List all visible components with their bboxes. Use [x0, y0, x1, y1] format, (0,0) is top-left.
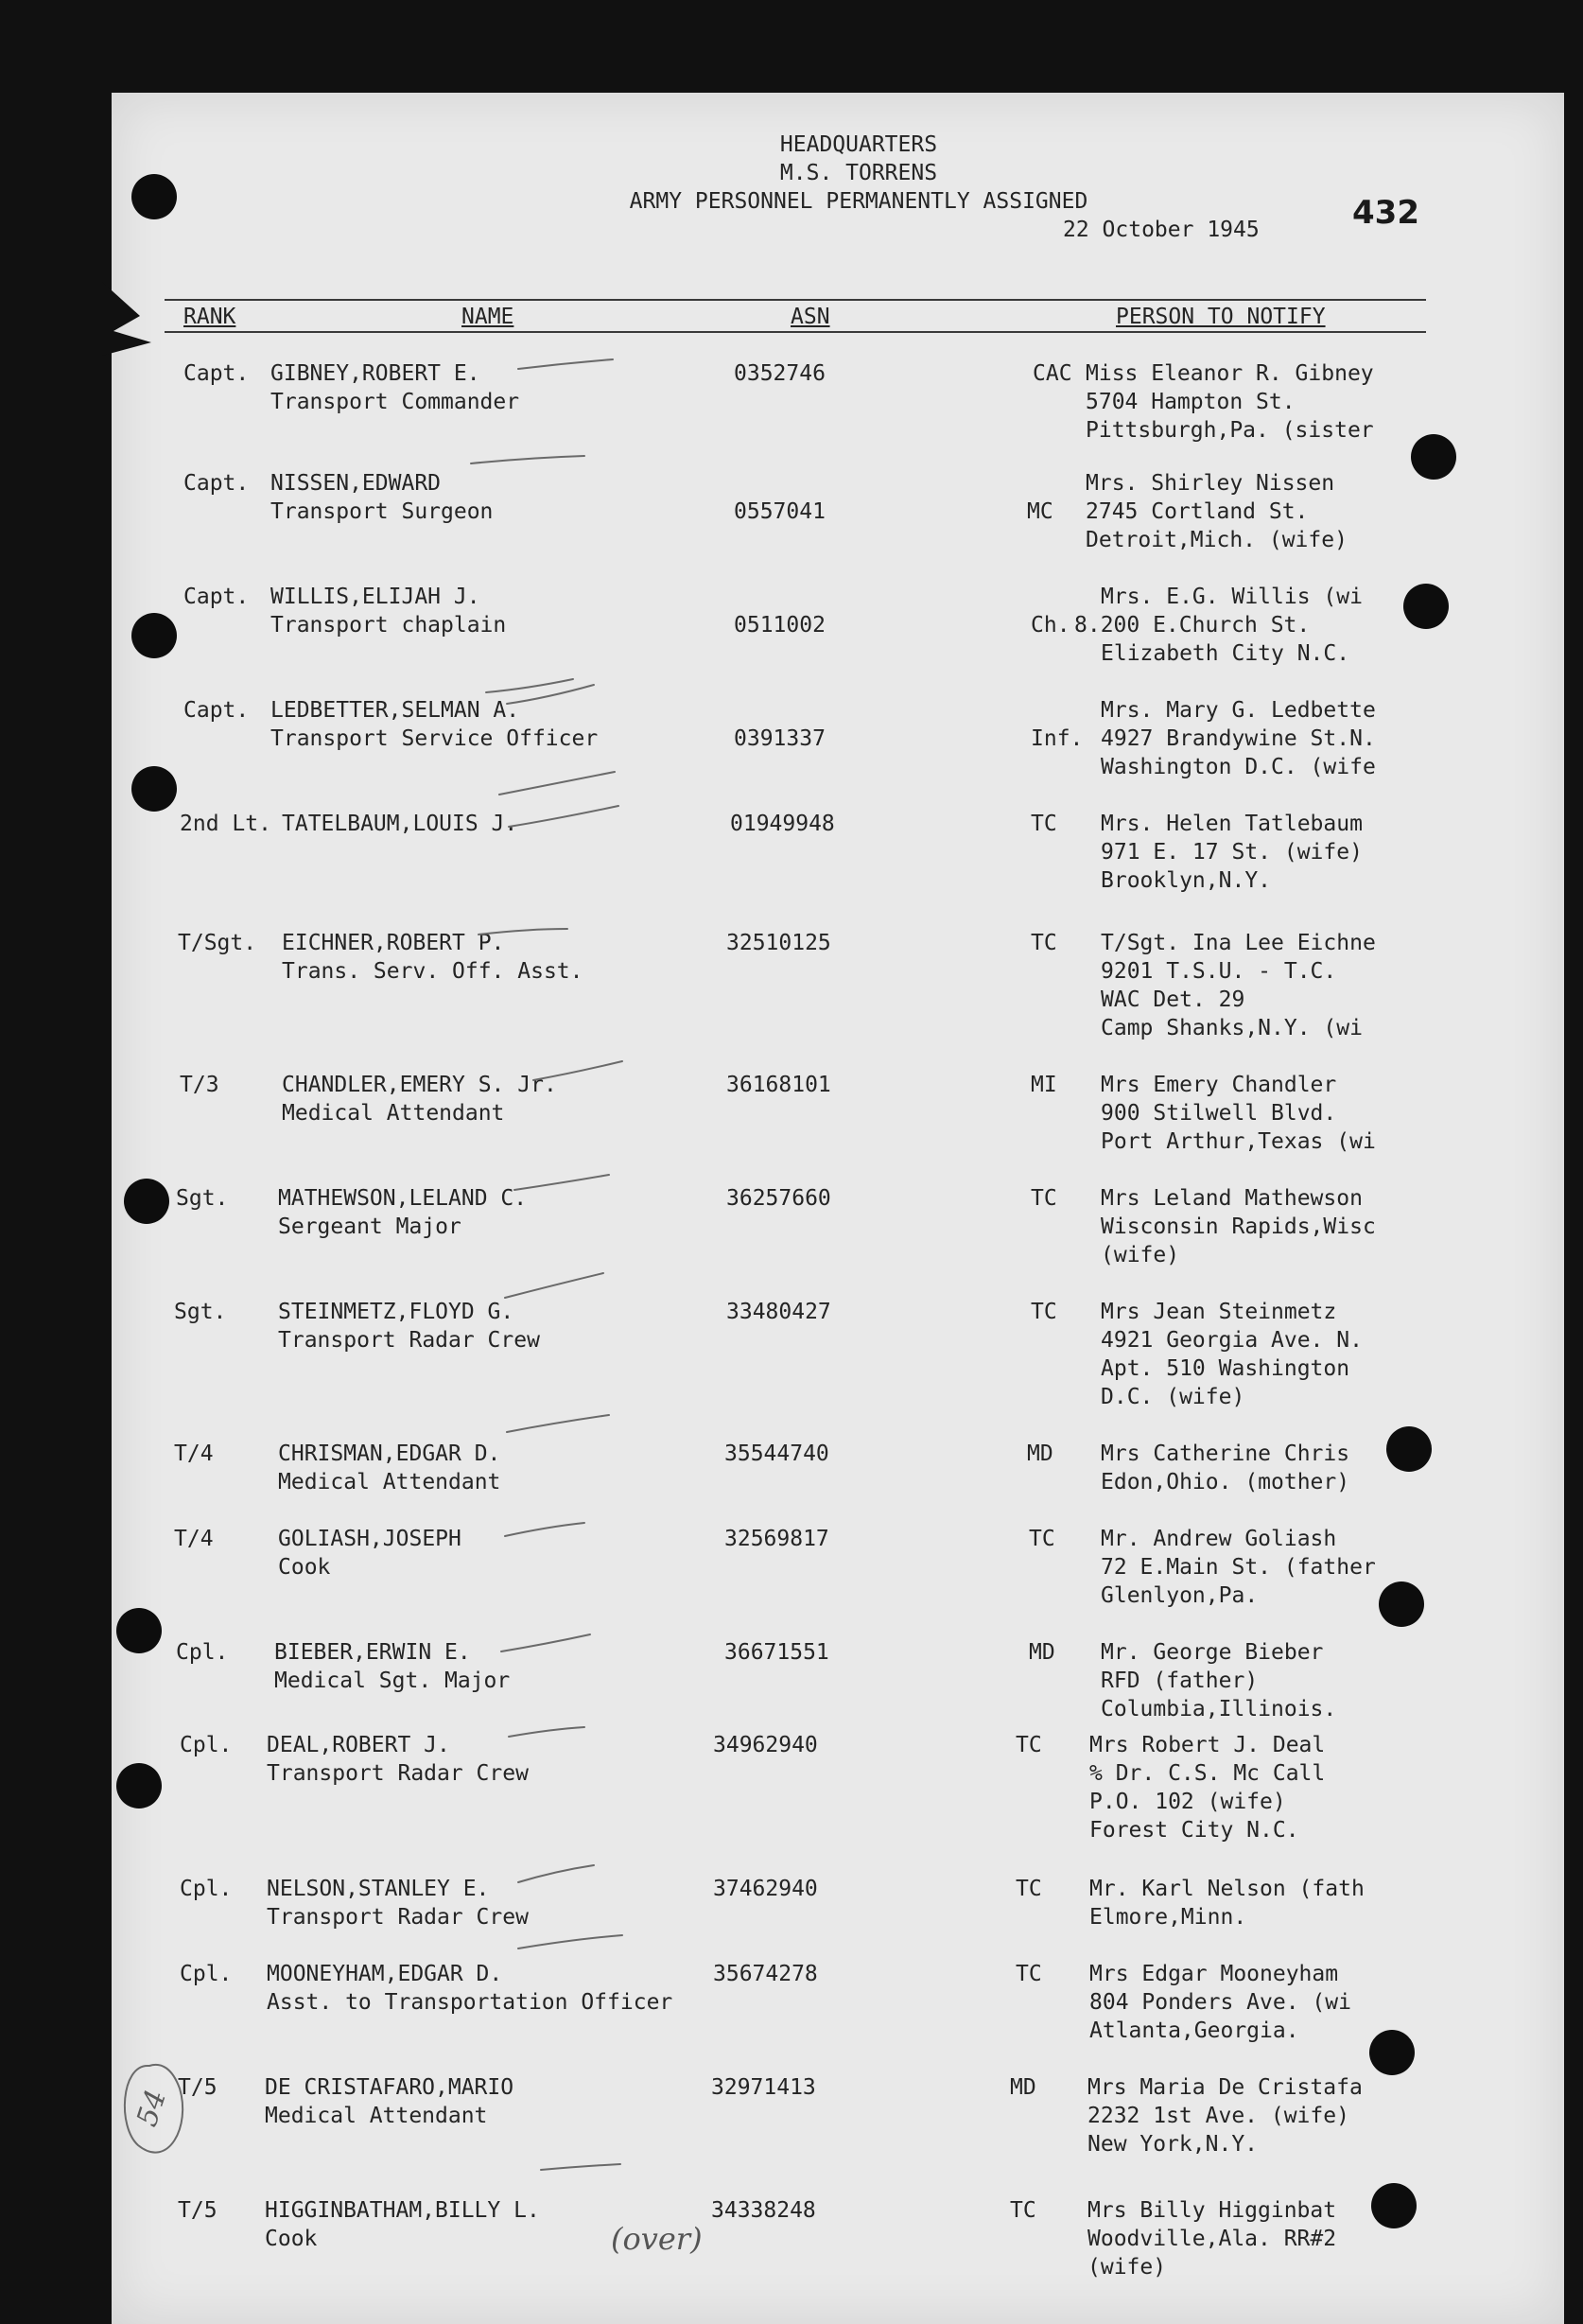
duty-cell: Medical Attendant [265, 2104, 488, 2128]
name-cell: GOLIASH,JOSEPH [278, 1527, 461, 1551]
branch-cell: MD [1029, 1640, 1055, 1665]
branch-cell: TC [1031, 1186, 1057, 1211]
notify-line: Mrs. Mary G. Ledbette [1101, 698, 1376, 723]
branch-cell: Ch. [1031, 613, 1070, 638]
notify-line: 4921 Georgia Ave. N. [1101, 1328, 1363, 1353]
notify-line: Elmore,Minn. [1089, 1905, 1247, 1930]
asn-cell: 34962940 [713, 1733, 818, 1757]
notify-line: Mrs Catherine Chris [1101, 1442, 1350, 1466]
asn-cell: 32569817 [724, 1527, 829, 1551]
rank-cell: T/4 [174, 1442, 214, 1466]
punch-hole [1403, 584, 1449, 629]
notify-line: 4927 Brandywine St.N. [1101, 726, 1376, 751]
asn-cell: 36257660 [726, 1186, 831, 1211]
name-cell: NELSON,STANLEY E. [267, 1877, 490, 1901]
rank-cell: Cpl. [180, 1877, 233, 1901]
duty-cell: Asst. to Transportation Officer [267, 1990, 673, 2015]
duty-cell: Cook [265, 2227, 318, 2251]
notify-line: Woodville,Ala. RR#2 [1087, 2227, 1337, 2251]
rank-cell: Cpl. [180, 1962, 233, 1986]
notify-line: 971 E. 17 St. (wife) [1101, 840, 1363, 865]
rank-cell: Sgt. [174, 1300, 227, 1324]
name-cell: CHANDLER,EMERY S. Jr. [282, 1073, 557, 1097]
name-cell: CHRISMAN,EDGAR D. [278, 1442, 501, 1466]
notify-line: Pittsburgh,Pa. (sister [1086, 418, 1374, 443]
handwritten-note: (over) [611, 2221, 703, 2257]
notify-line: (wife) [1087, 2255, 1167, 2280]
punch-hole [131, 766, 177, 812]
notify-line: P.O. 102 (wife) [1089, 1790, 1286, 1814]
duty-cell: Transport Radar Crew [267, 1761, 529, 1786]
branch-cell: MD [1027, 1442, 1053, 1466]
notify-line: Atlanta,Georgia. [1089, 2018, 1299, 2043]
notify-line: Mrs Edgar Mooneyham [1089, 1962, 1339, 1986]
asn-cell: 36671551 [724, 1640, 829, 1665]
notify-line: Forest City N.C. [1089, 1818, 1299, 1843]
notify-line: Washington D.C. (wife [1101, 755, 1376, 779]
name-cell: HIGGINBATHAM,BILLY L. [265, 2198, 540, 2223]
notify-line: Glenlyon,Pa. [1101, 1583, 1259, 1608]
notify-line: T/Sgt. Ina Lee Eichne [1101, 931, 1376, 955]
duty-cell: Transport Service Officer [270, 726, 599, 751]
branch-cell: TC [1031, 931, 1057, 955]
branch-cell: CAC [1033, 361, 1072, 386]
punch-hole [131, 613, 177, 658]
name-cell: MOONEYHAM,EDGAR D. [267, 1962, 503, 1986]
notify-line: Miss Eleanor R. Gibney [1086, 361, 1374, 386]
name-cell: WILLIS,ELIJAH J. [270, 585, 480, 609]
notify-line: Mrs Emery Chandler [1101, 1073, 1337, 1097]
notify-line: 2745 Cortland St. [1086, 499, 1309, 524]
notify-line: 9201 T.S.U. - T.C. [1101, 959, 1337, 984]
document-date: 22 October 1945 [1063, 218, 1260, 242]
notify-line: Mrs Jean Steinmetz [1101, 1300, 1337, 1324]
punch-hole [124, 1179, 169, 1224]
name-cell: MATHEWSON,LELAND C. [278, 1186, 528, 1211]
asn-cell: 36168101 [726, 1073, 831, 1097]
asn-cell: 35544740 [724, 1442, 829, 1466]
punch-hole [1371, 2183, 1417, 2228]
notify-line: Mrs Robert J. Deal [1089, 1733, 1326, 1757]
rank-cell: T/5 [178, 2075, 217, 2100]
notify-line: Columbia,Illinois. [1101, 1697, 1337, 1721]
asn-cell: 0352746 [734, 361, 826, 386]
name-cell: TATELBAUM,LOUIS J. [282, 812, 518, 836]
rank-cell: Sgt. [176, 1186, 229, 1211]
branch-cell: TC [1016, 1962, 1042, 1986]
name-cell: DE CRISTAFARO,MARIO [265, 2075, 514, 2100]
asn-cell: 37462940 [713, 1877, 818, 1901]
rank-cell: Cpl. [180, 1733, 233, 1757]
rank-cell: Capt. [183, 698, 250, 723]
document-page [112, 93, 1564, 2324]
notify-line: Mrs Leland Mathewson [1101, 1186, 1363, 1211]
rank-cell: 2nd Lt. [180, 812, 271, 836]
notify-line: Port Arthur,Texas (wi [1101, 1129, 1376, 1154]
duty-cell: Medical Sgt. Major [274, 1669, 511, 1693]
asn-cell: 35674278 [713, 1962, 818, 1986]
duty-cell: Transport Radar Crew [267, 1905, 529, 1930]
name-cell: BIEBER,ERWIN E. [274, 1640, 471, 1665]
notify-line: 5704 Hampton St. [1086, 390, 1296, 414]
header-line-2: M.S. TORRENS [779, 161, 938, 185]
header-line-1: HEADQUARTERS [779, 132, 938, 157]
notify-line: Mrs Billy Higginbat [1087, 2198, 1337, 2223]
notify-line: Mrs. Helen Tatlebaum [1101, 812, 1363, 836]
rank-cell: Capt. [183, 471, 250, 496]
pencil-markings [112, 93, 1564, 2324]
rank-cell: T/3 [180, 1073, 219, 1097]
column-header-rank: RANK [183, 305, 236, 329]
notify-line: Detroit,Mich. (wife) [1086, 528, 1348, 552]
notify-line: 72 E.Main St. (father [1101, 1555, 1376, 1580]
name-cell: EICHNER,ROBERT P. [282, 931, 505, 955]
asn-cell: 0391337 [734, 726, 826, 751]
notify-line: (wife) [1101, 1243, 1180, 1267]
column-header-asn: ASN [791, 305, 830, 329]
branch-cell: MC [1027, 499, 1053, 524]
name-cell: GIBNEY,ROBERT E. [270, 361, 480, 386]
notify-line: Apt. 510 Washington [1101, 1356, 1350, 1381]
folded-flap [102, 282, 159, 358]
asn-cell: 0557041 [734, 499, 826, 524]
margin-note: 54 [130, 2086, 174, 2131]
branch-cell: TC [1031, 812, 1057, 836]
header-line-3: ARMY PERSONNEL PERMANENTLY ASSIGNED [629, 189, 1088, 214]
notify-line: 900 Stilwell Blvd. [1101, 1101, 1337, 1126]
punch-hole [1411, 434, 1456, 480]
column-header-notify: PERSON TO NOTIFY [1116, 305, 1326, 329]
duty-cell: Transport chaplain [270, 613, 507, 638]
notify-line: Edon,Ohio. (mother) [1101, 1470, 1350, 1494]
rank-cell: T/Sgt. [178, 931, 257, 955]
asn-cell: 34338248 [711, 2198, 816, 2223]
duty-cell: Transport Surgeon [270, 499, 494, 524]
duty-cell: Medical Attendant [278, 1470, 501, 1494]
rank-cell: Capt. [183, 585, 250, 609]
name-cell: STEINMETZ,FLOYD G. [278, 1300, 514, 1324]
branch-cell: TC [1029, 1527, 1055, 1551]
punch-hole [131, 174, 177, 219]
notify-line: Wisconsin Rapids,Wisc [1101, 1214, 1376, 1239]
duty-cell: Transport Radar Crew [278, 1328, 540, 1353]
duty-cell: Cook [278, 1555, 331, 1580]
branch-cell: MD [1010, 2075, 1036, 2100]
punch-hole [1379, 1581, 1424, 1627]
notify-line: Mr. George Bieber [1101, 1640, 1324, 1665]
branch-cell: TC [1016, 1733, 1042, 1757]
punch-hole [116, 1763, 162, 1809]
punch-hole [1369, 2030, 1415, 2075]
notify-line: WAC Det. 29 [1101, 987, 1245, 1012]
name-cell: DEAL,ROBERT J. [267, 1733, 450, 1757]
rank-cell: Capt. [183, 361, 250, 386]
duty-cell: Trans. Serv. Off. Asst. [282, 959, 583, 984]
rank-cell: T/5 [178, 2198, 217, 2223]
notify-line: Mr. Andrew Goliash [1101, 1527, 1337, 1551]
duty-cell: Medical Attendant [282, 1101, 505, 1126]
notify-line: Camp Shanks,N.Y. (wi [1101, 1016, 1363, 1040]
notify-line: 2232 1st Ave. (wife) [1087, 2104, 1349, 2128]
branch-cell: TC [1031, 1300, 1057, 1324]
notify-line: D.C. (wife) [1101, 1385, 1245, 1409]
asn-cell: 32510125 [726, 931, 831, 955]
asn-cell: 33480427 [726, 1300, 831, 1324]
notify-line: 804 Ponders Ave. (wi [1089, 1990, 1351, 2015]
notify-line: Mrs. Shirley Nissen [1086, 471, 1335, 496]
notify-line: New York,N.Y. [1087, 2132, 1259, 2157]
notify-line: Brooklyn,N.Y. [1101, 868, 1272, 893]
notify-line: Mrs Maria De Cristafa [1087, 2075, 1363, 2100]
notify-line: % Dr. C.S. Mc Call [1089, 1761, 1326, 1786]
name-cell: LEDBETTER,SELMAN A. [270, 698, 520, 723]
notify-line: 8.200 E.Church St. [1074, 613, 1311, 638]
name-cell: NISSEN,EDWARD [270, 471, 442, 496]
notify-line: Mrs. E.G. Willis (wi [1101, 585, 1363, 609]
punch-hole [116, 1608, 162, 1653]
rank-cell: Cpl. [176, 1640, 229, 1665]
notify-line: RFD (father) [1101, 1669, 1259, 1693]
branch-cell: TC [1010, 2198, 1036, 2223]
branch-cell: TC [1016, 1877, 1042, 1901]
punch-hole [1386, 1426, 1432, 1472]
branch-cell: MI [1031, 1073, 1057, 1097]
asn-cell: 01949948 [730, 812, 835, 836]
duty-cell: Sergeant Major [278, 1214, 461, 1239]
branch-cell: Inf. [1031, 726, 1084, 751]
column-header-name: NAME [461, 305, 514, 329]
rank-cell: T/4 [174, 1527, 214, 1551]
notify-line: Mr. Karl Nelson (fath [1089, 1877, 1365, 1901]
asn-cell: 0511002 [734, 613, 826, 638]
asn-cell: 32971413 [711, 2075, 816, 2100]
page-number: 432 [1352, 194, 1419, 232]
notify-line: Elizabeth City N.C. [1101, 641, 1350, 666]
duty-cell: Transport Commander [270, 390, 520, 414]
